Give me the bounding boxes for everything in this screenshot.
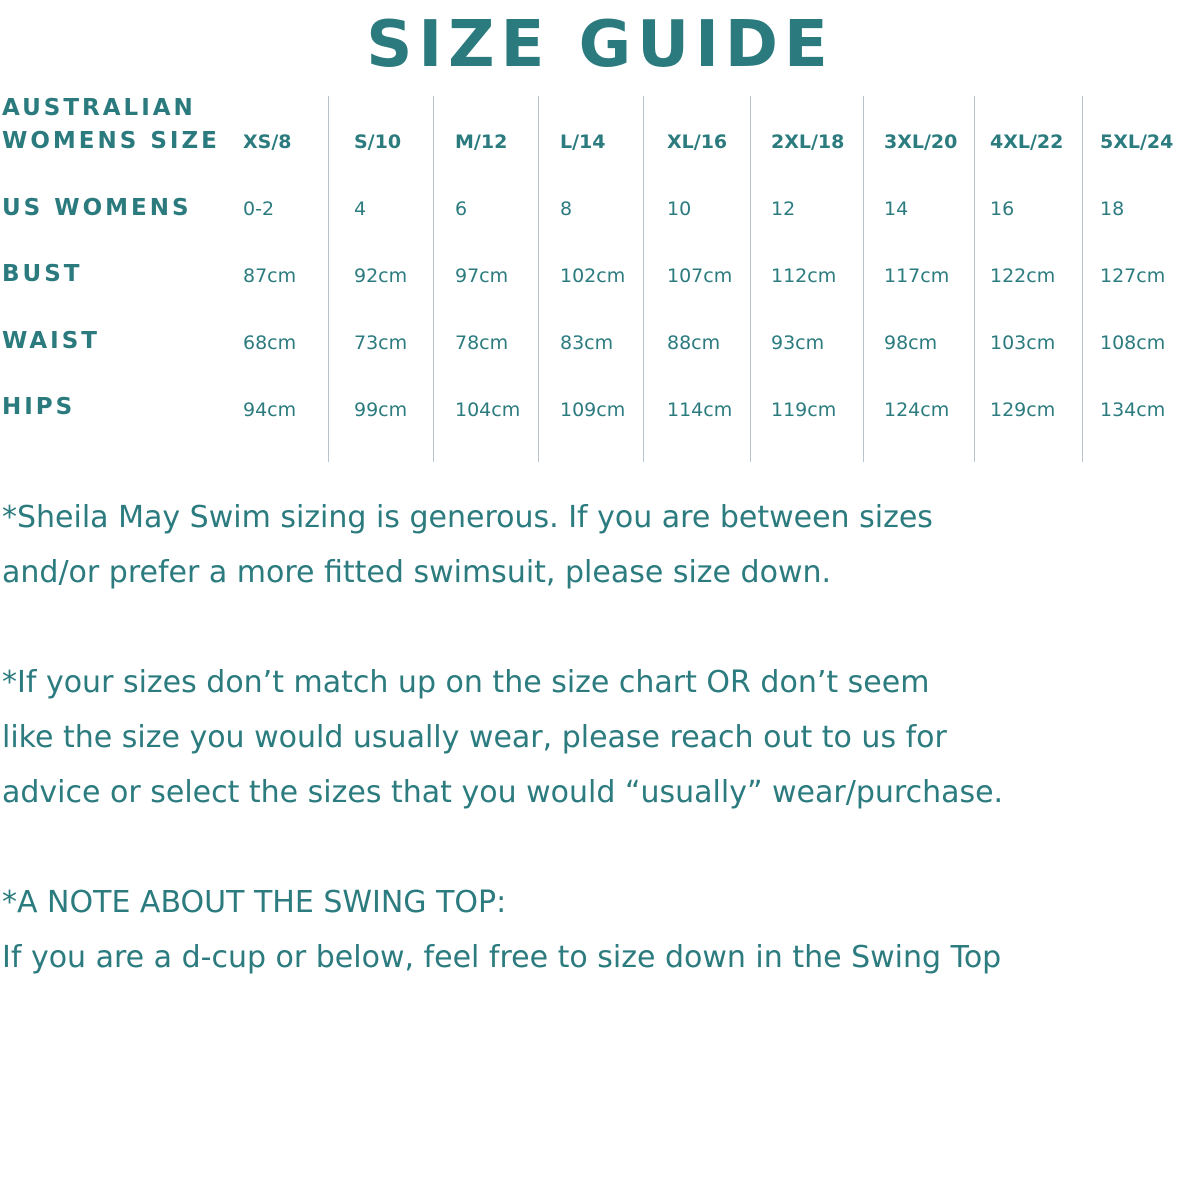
note-generous-line2: and/or prefer a more fitted swimsuit, please size down.: [2, 555, 832, 590]
header-label-line1: AUSTRALIAN: [2, 95, 196, 121]
size-header: XS/8: [243, 131, 292, 153]
note-generous-line1: *Sheila May Swim sizing is generous. If you are between sizes: [2, 500, 933, 535]
size-table: [0, 90, 1200, 465]
size-header: 3XL/20: [884, 131, 958, 153]
column-divider: [863, 96, 864, 462]
table-cell: 78cm: [455, 332, 509, 354]
table-cell: 134cm: [1100, 399, 1166, 421]
table-cell: 117cm: [884, 265, 950, 287]
row-label-waist: WAIST: [2, 328, 100, 354]
table-cell: 104cm: [455, 399, 521, 421]
column-divider: [643, 96, 644, 462]
table-cell: 122cm: [990, 265, 1056, 287]
column-divider: [538, 96, 539, 462]
table-cell: 93cm: [771, 332, 825, 354]
note-mismatch-line2: like the size you would usually wear, please reach out to us for: [2, 720, 947, 755]
column-divider: [1082, 96, 1083, 462]
table-cell: 12: [771, 198, 796, 220]
size-header: XL/16: [667, 131, 728, 153]
table-cell: 109cm: [560, 399, 626, 421]
table-cell: 6: [455, 198, 468, 220]
column-divider: [433, 96, 434, 462]
note-swing-top-heading: *A NOTE ABOUT THE SWING TOP:: [2, 885, 507, 920]
table-cell: 99cm: [354, 399, 408, 421]
table-cell: 16: [990, 198, 1015, 220]
table-cell: 68cm: [243, 332, 297, 354]
page-title: SIZE GUIDE: [366, 8, 834, 82]
size-header: 2XL/18: [771, 131, 845, 153]
table-cell: 4: [354, 198, 367, 220]
size-header: 5XL/24: [1100, 131, 1174, 153]
row-label-bust: BUST: [2, 261, 83, 287]
column-divider: [750, 96, 751, 462]
table-cell: 114cm: [667, 399, 733, 421]
row-label-hips: HIPS: [2, 394, 76, 420]
table-cell: 98cm: [884, 332, 938, 354]
table-cell: 124cm: [884, 399, 950, 421]
table-cell: 0-2: [243, 198, 275, 220]
table-cell: 108cm: [1100, 332, 1166, 354]
table-cell: 94cm: [243, 399, 297, 421]
note-mismatch-line1: *If your sizes don’t match up on the size chart OR don’t seem: [2, 665, 930, 700]
table-cell: 119cm: [771, 399, 837, 421]
header-label-line2: WOMENS SIZE: [2, 128, 220, 154]
table-cell: 97cm: [455, 265, 509, 287]
size-header: 4XL/22: [990, 131, 1064, 153]
note-mismatch-line3: advice or select the sizes that you would “usually” wear/purchase.: [2, 775, 1004, 810]
size-header: L/14: [560, 131, 606, 153]
table-cell: 103cm: [990, 332, 1056, 354]
table-cell: 88cm: [667, 332, 721, 354]
table-cell: 107cm: [667, 265, 733, 287]
row-label-us-womens: US WOMENS: [2, 195, 192, 221]
column-divider: [328, 96, 329, 462]
table-cell: 92cm: [354, 265, 408, 287]
note-swing-top-body: If you are a d-cup or below, feel free to size down in the Swing Top: [2, 940, 1002, 975]
table-cell: 14: [884, 198, 909, 220]
table-cell: 18: [1100, 198, 1125, 220]
sizing-notes: [2, 490, 1192, 985]
size-header: S/10: [354, 131, 402, 153]
table-cell: 10: [667, 198, 692, 220]
table-cell: 83cm: [560, 332, 614, 354]
table-cell: 112cm: [771, 265, 837, 287]
table-cell: 127cm: [1100, 265, 1166, 287]
table-cell: 87cm: [243, 265, 297, 287]
size-header: M/12: [455, 131, 508, 153]
table-cell: 129cm: [990, 399, 1056, 421]
column-divider: [974, 96, 975, 462]
table-cell: 73cm: [354, 332, 408, 354]
table-cell: 102cm: [560, 265, 626, 287]
table-cell: 8: [560, 198, 573, 220]
